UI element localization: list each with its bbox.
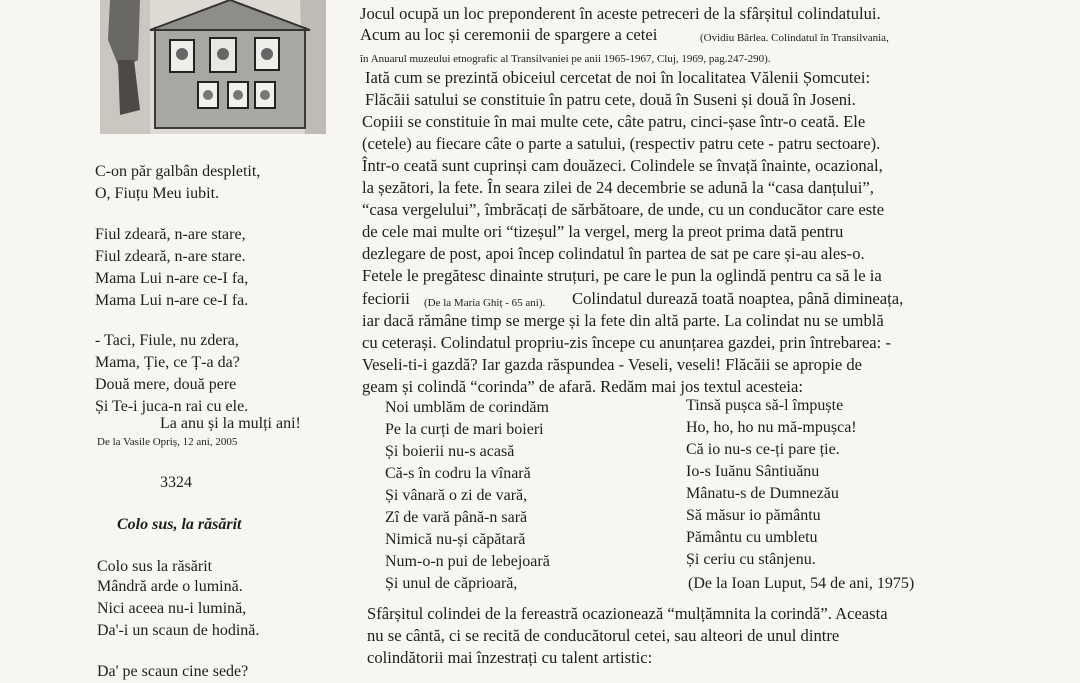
paragraph-line: “casa vergelului”, îmbrăcați de sărbătoare, de unde, cu un conducător care este <box>362 200 885 219</box>
poem-left-line: Pe la curți de mari boieri <box>385 421 544 438</box>
paragraph-line: (cetele) au fiecare câte o parte a satului, (respectiv patru cete - patru sectoare). <box>362 134 881 153</box>
paragraph-line: Veseli-ti-i gazdă? Iar gazda răspundea - Veseli, veseli! Flăcăii se apropie de <box>362 355 863 374</box>
paragraph-line: Acum au loc și ceremonii de spargere a cetei <box>360 25 658 44</box>
paragraph-line: la șezători, la fete. În seara zilei de 24 decembrie se adună la “casa danțului”, <box>362 178 874 197</box>
poem-left-line: Zî de vară până-n sară <box>385 509 528 526</box>
paragraph-line: cu ceterași. Colindatul propriu-zis începe cu anunțarea gazdei, prin întrebarea: - <box>362 333 891 352</box>
poem-right-line: Că io nu-s ce-ți pare ție. <box>686 441 840 458</box>
poem-line: Mama Lui n-are ce-I fa. <box>95 292 249 309</box>
poem-line: Fiul zdeară, n-are stare, <box>95 226 246 243</box>
poem-left-line: Noi umblăm de corindăm <box>385 399 549 416</box>
paragraph-line: iar dacă rămâne timp se merge și la fete din altă parte. La colindat nu se umblă <box>362 311 884 330</box>
paragraph-line: dezlegare de post, apoi încep colindatul în partea de sat pe care și-au ales-o. <box>362 244 865 263</box>
paragraph-line: nu se cântă, ci se recită de conducătorul cetei, sau alteori de unul dintre <box>367 626 840 645</box>
poem-right-line: Ho, ho, ho nu mă-mpușca! <box>686 419 857 436</box>
poem-right-line: Și ceriu cu stânjenu. <box>686 551 816 568</box>
poem-closing: La anu și la mulți ani! <box>160 415 301 432</box>
poem-line: Nici aceea nu-i lumină, <box>97 600 247 617</box>
poem-left-line: Num-o-n pui de lebejoară <box>385 553 550 570</box>
citation: (De la Maria Ghiț - 65 ani). <box>424 297 546 309</box>
poem-line: Și Te-i juca-n rai cu ele. <box>95 398 249 415</box>
poem-right-line: Mânatu-s de Dumnezău <box>686 485 839 502</box>
paragraph-line: feciorii <box>362 289 410 308</box>
paragraph-line: de cele mai multe ori “tizeșul” la vergel, merg la preot prima dată pentru <box>362 222 844 241</box>
poem-right-line: Să măsur io pământu <box>686 507 821 524</box>
poem-line: - Taci, Fiule, nu zdera, <box>95 332 239 349</box>
poem-left-line: Și boierii nu-s acasă <box>385 443 515 460</box>
poem-left-line: Că-s în codru la vînară <box>385 465 531 482</box>
paragraph-line: Fetele le pregătesc dinainte struțuri, pe care le pun la oglindă pentru ca să le ia <box>362 266 882 285</box>
paragraph-line: Copiii se constituie în mai multe cete, câte patru, cinci-șase într-o ceată. Ele <box>362 112 866 131</box>
paragraph-line: Iată cum se prezintă obiceiul cercetat de noi în localitatea Vălenii Șomcutei: <box>365 68 871 87</box>
citation: în Anuarul muzeului etnografic al Transilvaniei pe anii 1965-1967, Cluj, 1969, pag.247-290). <box>360 53 771 65</box>
paragraph-line: Colindatul durează toată noaptea, până dimineața, <box>572 289 904 308</box>
paragraph-line: colindătorii mai înzestrați cu talent artistic: <box>367 648 653 667</box>
paragraph-line: Într-o ceată sunt cuprinși cam douăzeci. Colindele se învață înainte, ocazional, <box>362 156 883 175</box>
paragraph-line: Jocul ocupă un loc preponderent în aceste petreceri de la sfârșitul colindatului. <box>360 4 881 23</box>
paragraph-line: Flăcăii satului se constituie în patru cete, două în Suseni și două în Joseni. <box>365 90 856 109</box>
poem-title: Colo sus, la răsărit <box>117 516 242 533</box>
poem-left-line: Nimică nu-și căpătară <box>385 531 526 548</box>
poem-line: Mama, Ție, ce Ț-a da? <box>95 354 240 371</box>
source-note: (De la Ioan Luput, 54 de ani, 1975) <box>688 575 915 592</box>
paragraph-line: geam și colindă “corinda” de afară. Redăm mai jos textul acesteia: <box>362 377 803 396</box>
photo-colinda-box <box>100 0 326 134</box>
poem-line: Colo sus la răsărit <box>97 558 213 575</box>
poem-line: Mândră arde o lumină. <box>97 578 243 595</box>
poem-line: C-on păr galbân despletit, <box>95 163 261 180</box>
poem-line: Da'-i un scaun de hodină. <box>97 622 260 639</box>
poem-right-line: Io-s Iuănu Sântiuănu <box>686 463 820 480</box>
poem-line: O, Fiuțu Meu iubit. <box>95 185 220 202</box>
poem-line: Două mere, două pere <box>95 376 237 393</box>
poem-right-line: Pământu cu umbletu <box>686 529 818 546</box>
poem-line: Fiul zdeară, n-are stare. <box>95 248 246 265</box>
poem-right-line: Tinsă pușca să-l împuște <box>686 397 844 414</box>
poem-number: 3324 <box>160 474 192 491</box>
poem-left-line: Și unul de căprioară, <box>385 575 518 592</box>
citation: (Ovidiu Bârlea. Colindatul în Transilvania, <box>700 32 889 44</box>
paragraph-line: Sfârșitul colindei de la fereastră ocazionează “mulțămnita la corindă”. Aceasta <box>367 604 888 623</box>
poem-line: Da' pe scaun cine sede? <box>97 663 249 680</box>
poem-left-line: Și vânară o zi de vară, <box>385 487 528 504</box>
source-note: De la Vasile Opriș, 12 ani, 2005 <box>97 436 238 448</box>
poem-line: Mama Lui n-are ce-I fa, <box>95 270 249 287</box>
